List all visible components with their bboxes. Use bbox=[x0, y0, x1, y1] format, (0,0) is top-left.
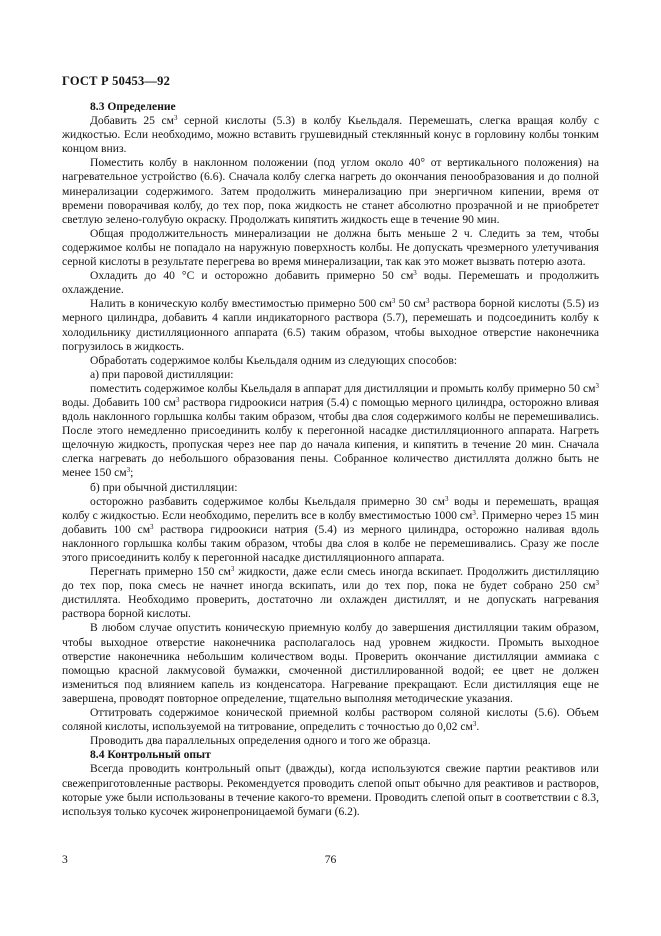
list-item-b: б) при обычной дистилляции: bbox=[90, 480, 238, 494]
page-number-left: 3 bbox=[62, 853, 68, 866]
paragraph: Обработать содержимое колбы Кьельдаля одним из следующих способов: bbox=[90, 353, 458, 367]
paragraph: Общая продолжительность минерализации не должна быть меньше 2 ч. Следить за тем, чтобы содержимое колбы не попадало на наружную поверхность колбы. Не допускать чрезмерного улетучивания серной кислоты в результате перегрева во время минерализации, так как это может вызвать потерю азота. bbox=[62, 226, 599, 269]
paragraph: В любом случае опустить коническую приемную колбу до завершения дистилляции таким образом, чтобы выходное отверстие наконечника располагалось над уровнем жидкости. Промыть выходное отверстие наконечника небольшим количеством воды. Проверить окончание дистилляции аммиака с помощью красной лакмусовой бумажки, смоченной дистиллированной водой; ее цвет не должен измениться под влиянием капель из конденсатора. Нагревание прекращают. Если дистилляция еще не завершена, проводят повторное определение, тщательно выполняя методические указания. bbox=[62, 621, 599, 705]
paragraph: осторожно разбавить содержимое колбы Кьельдаля примерно 30 $см^3$ воды и перемешать, вращая колбу с жидкостью. Если необходимо, перелить все в колбу вместимостью 1000 $см^3$. Примерно через 15 мин добавить 100 $см^3$ раствора гидроокиси натрия (5.4) из мерного цилиндра, осторожно наливая вдоль наклонного горлышка колбы таким образом, чтобы два слоя в колбе не перемешивались. Сразу же после этого присоединить колбу к перегонной насадке дистилляционного аппарата. bbox=[62, 494, 600, 564]
paragraph: Налить в коническую колбу вместимостью примерно 500 $см^3$ 50 $см^3$ раствора борной кислоты (5.5) из мерного цилиндра, добавить 4 капли индикаторного раствора (5.7), перемешать и подсоединить колбу к холодильнику дистилляционного аппарата (6.5) таким образом, чтобы выходное отверстие наконечника погрузилось в жидкость. bbox=[62, 297, 600, 353]
page-number-center: 76 bbox=[324, 853, 337, 866]
document-header bbox=[62, 74, 170, 89]
section-heading-8-3: 8.3 Определение bbox=[90, 100, 176, 113]
paragraph: Охладить до 40 °С и осторожно добавить примерно 50 $см^3$ воды. Перемешать и продолжить охлаждение. bbox=[62, 269, 599, 297]
paragraph: Добавить 25 $см^3$ серной кислоты (5.3) в колбу Кьельдаля. Перемешать, слегка вращая колбу с жидкостью. Если необходимо, можно вставить грушевидный стеклянный конус в горловину колбы тонким концом вниз. bbox=[62, 114, 599, 156]
paragraph: Всегда проводить контрольный опыт (дважды), когда используются свежие партии реактивов или свежеприготовленные растворы. Рекомендуется проводить слепой опыт обычно для реактивов и растворов, которые уже были использованы в течение какого-то времени. Проводить слепой опыт в соответствии с 8.3, используя только кусочек жиронепроницаемой бумаги (6.2). bbox=[62, 762, 599, 818]
paragraph: Оттитровать содержимое конической приемной колбы раствором соляной кислоты (5.6). Объем соляной кислоты, используемой на титрование, определить с точностью до 0,02 $см^3$. bbox=[62, 706, 599, 734]
paragraph: поместить содержимое колбы Кьельдаля в аппарат для дистилляции и промыть колбу примерно 50 $см^3$ воды. Добавить 100 $см^3$ раствора гидроокиси натрия (5.4) с помощью мерного цилиндра, осторожно вливая вдоль наклонного горлышка колбы таким образом, чтобы два слоя содержимого колбы не перемешивались. После этого немедленно присоединить колбу к перегонной насадке дистилляционного аппарата. Нагреть щелочную жидкость, пропуская через нее пар до начала кипения, и кипятить в течение 20 мин. Сначала слегка нагревать до небольшого образования пены. Собранное количество дистиллята должно быть не менее 150 $см^3$; bbox=[62, 381, 599, 480]
paragraph: Проводить два параллельных определения одного и того же образца. bbox=[90, 734, 431, 748]
standard-id: ГОСТ Р 50453—92 bbox=[62, 74, 171, 88]
paragraph: Поместить колбу в наклонном положении (под углом около 40° от вертикального положения) на нагревательное устройство (6.6). Сначала колбу слегка нагреть до окончания пенообразования и до полной минерализации содержимого. Затем продолжить минерализацию при энергичном кипении, время от времени поворачивая колбу, до тех пор, пока жидкость не станет абсолютно прозрачной и не приобретет светлую зелено-голубую окраску. Продолжать кипятить жидкость еще в течение 90 мин. bbox=[62, 156, 599, 226]
list-item-a: а) при паровой дистилляции: bbox=[90, 367, 234, 381]
paragraph: Перегнать примерно 150 $см^3$ жидкости, даже если смесь иногда вскипает. Продолжить дистилляцию до тех пор, пока смесь не начнет иногда вскипать, или до тех пор, пока не будет собрано 250 $см^3$ дистиллята. Необходимо проверить, достаточно ли охлажден дистиллят, и не допускать нагревания раствора борной кислоты. bbox=[62, 565, 599, 621]
section-heading-8-4: 8.4 Контрольный опыт bbox=[90, 748, 211, 762]
document-body bbox=[62, 100, 599, 819]
